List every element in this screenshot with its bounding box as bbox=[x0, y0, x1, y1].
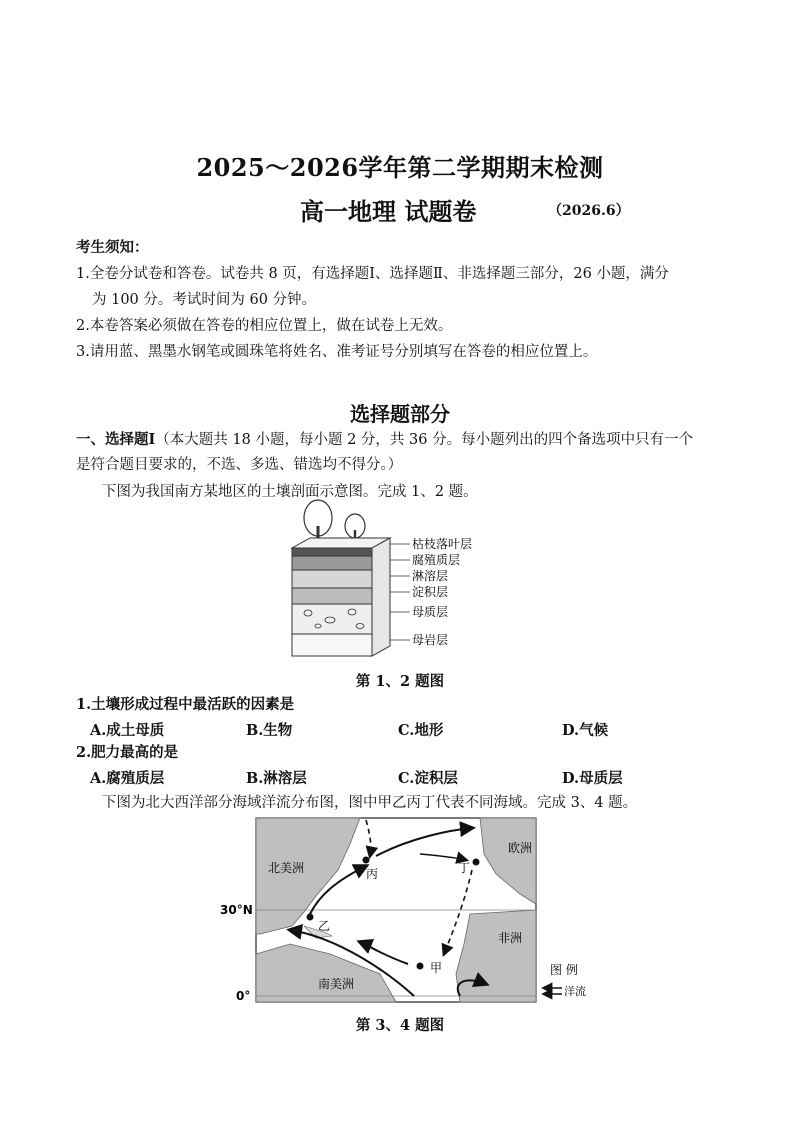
option-a[interactable]: A.成土母质 bbox=[90, 722, 165, 739]
continent-label: 欧洲 bbox=[508, 841, 533, 855]
part-desc: （本大题共 18 小题，每小题 2 分，共 36 分。每小题列出的四个备选项中只有一个 bbox=[155, 432, 694, 448]
question-stem: 1.土壤形成过程中最活跃的因素是 bbox=[76, 696, 295, 713]
layer-label: 母质层 bbox=[412, 605, 449, 619]
layer-label: 母岩层 bbox=[412, 633, 449, 647]
figure-caption: 第 1、2 题图 bbox=[355, 673, 445, 690]
option-b[interactable]: B.生物 bbox=[246, 722, 293, 739]
notice-item: 1.全卷分试卷和答卷。试卷共 8 页，有选择题Ⅰ、选择题Ⅱ、非选择题三部分，26 小题，满分 bbox=[76, 266, 669, 282]
part-instruction bbox=[76, 430, 693, 450]
legend-current-icon bbox=[544, 988, 562, 994]
continent-label: 非洲 bbox=[498, 931, 523, 945]
point-bing bbox=[363, 857, 370, 864]
question-stem: 2.肥力最高的是 bbox=[76, 744, 179, 761]
latitude-label: 30°N bbox=[220, 903, 253, 917]
layer-label: 淋溶层 bbox=[412, 569, 449, 583]
q12-intro: 下图为我国南方某地区的土壤剖面示意图。完成 1、2 题。 bbox=[102, 484, 478, 500]
figure-caption: 第 3、4 题图 bbox=[355, 1017, 445, 1034]
option-b[interactable]: B.淋溶层 bbox=[246, 770, 307, 787]
point-label: 丙 bbox=[366, 867, 379, 881]
layer-label: 淀积层 bbox=[412, 585, 449, 599]
legend-item: 洋流 bbox=[564, 985, 586, 998]
layer-label: 枯枝落叶层 bbox=[412, 537, 473, 551]
point-jia bbox=[417, 963, 424, 970]
point-ding bbox=[473, 859, 480, 866]
section-title: 选择题部分 bbox=[350, 402, 450, 426]
q34-intro: 下图为北大西洋部分海域洋流分布图，图中甲乙丙丁代表不同海域。完成 3、4 题。 bbox=[102, 795, 638, 811]
africa-land bbox=[456, 910, 536, 1002]
point-label: 甲 bbox=[430, 961, 443, 975]
continent-label: 北美洲 bbox=[268, 861, 305, 875]
part-desc-2: 是符合题目要求的，不选、多选、错选均不得分。） bbox=[76, 457, 403, 473]
option-d[interactable]: D.气候 bbox=[562, 722, 609, 739]
layer-label: 腐殖质层 bbox=[412, 553, 461, 567]
point-label: 丁 bbox=[458, 861, 471, 875]
continent-label: 南美洲 bbox=[318, 977, 355, 991]
exam-date: （2026.6） bbox=[548, 203, 630, 219]
notice-item: 为 100 分。考试时间为 60 分钟。 bbox=[92, 292, 317, 308]
notice-item: 2.本卷答案必须做在答卷的相应位置上，做在试卷上无效。 bbox=[76, 318, 453, 334]
latitude-label: 0° bbox=[236, 989, 251, 1003]
option-c[interactable]: C.地形 bbox=[398, 722, 444, 739]
point-yi bbox=[307, 914, 314, 921]
exam-subtitle: 高一地理 试题卷 bbox=[300, 197, 477, 226]
part-label: 一、选择题Ⅰ bbox=[76, 431, 156, 448]
option-d[interactable]: D.母质层 bbox=[562, 770, 623, 787]
notice-heading: 考生须知： bbox=[76, 239, 149, 256]
ocean-current-map bbox=[220, 814, 586, 1012]
legend-title: 图 例 bbox=[550, 963, 578, 977]
notice-item: 3.请用蓝、黑墨水钢笔或圆珠笔将姓名、准考证号分别填写在答卷的相应位置上。 bbox=[76, 344, 598, 360]
point-label: 乙 bbox=[318, 919, 331, 933]
option-a[interactable]: A.腐殖质层 bbox=[90, 770, 165, 787]
exam-title: 2025～2026学年第二学期期末检测 bbox=[196, 153, 604, 182]
option-c[interactable]: C.淀积层 bbox=[398, 770, 458, 787]
soil-profile-figure bbox=[280, 498, 520, 668]
